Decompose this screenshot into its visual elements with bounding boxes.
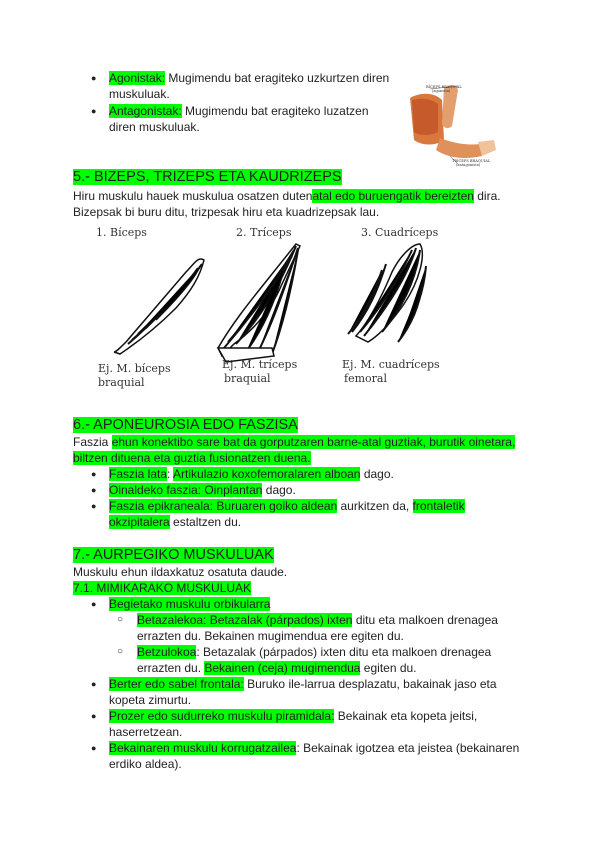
list-item: [73, 708, 553, 740]
highlighted-text: Oinplantan: [204, 483, 263, 497]
section-5-paragraph: [73, 188, 553, 220]
subsection-title-text: 7.1. MIMIKARAKO MUSKULUAK: [73, 581, 252, 595]
paragraph-text: Hiru muskulu hauek muskulua osatzen duten: [73, 189, 313, 203]
highlighted-text: ehun konektibo sare bat da gorputzaren barne-atal guztiak, burutik oinetara,: [111, 435, 516, 449]
definition-text: Mugimendu bat eragiteko luzatzen: [181, 104, 369, 118]
term-antagonist: Antagonistak:: [109, 104, 182, 118]
section-7-intro: Muskulu ehun ildaxkatuz osatuta daude.: [73, 565, 288, 579]
caption-quadriceps-2: femoral: [344, 372, 387, 385]
section-6-title: [73, 416, 298, 434]
definition-text: muskuluak.: [109, 87, 170, 101]
caption-triceps-1: Ej. M. tríceps: [222, 358, 298, 371]
text: haserretzean.: [109, 725, 183, 739]
highlighted-text: Artikulazio koxofemoralaren alboan: [173, 467, 361, 481]
arm-label: (agonista): [432, 89, 451, 93]
caption-biceps-1: Ej. M. bíceps: [98, 362, 171, 375]
list-item: [73, 103, 403, 135]
text: dago.: [360, 467, 394, 481]
quadriceps-drawing: [348, 244, 426, 342]
section-title-text: 5.- BIZEPS, TRIZEPS ETA KAUDRIZEPS: [73, 169, 342, 185]
arm-label: TRÍCEPS BRAQUIAL: [452, 159, 491, 163]
definition-text: Mugimendu bat eragiteko uzkurtzen diren: [165, 71, 390, 85]
text: Bekainak eta kopeta jeitsi,: [334, 709, 478, 723]
section-6-paragraph: [73, 434, 553, 466]
text: Buruko ile-larrua desplazatu, bakainak jaso eta: [243, 677, 497, 691]
paragraph-text: Bizepsak bi buru ditu, trizpesak hiru eta kuadrizepsak lau.: [73, 205, 380, 219]
arm-label: (antagonista): [456, 163, 481, 167]
text: kopeta zimurtu.: [109, 693, 192, 707]
highlighted-text: frontaletik: [412, 499, 465, 513]
text: :: [167, 467, 174, 481]
list-item: [73, 596, 553, 612]
term-text: Betzulokoa: [137, 645, 197, 659]
biceps-drawing: [114, 259, 204, 354]
text: errazten du.: [137, 661, 205, 675]
section-5-title: [73, 168, 342, 186]
muscle-types-illustration: [86, 224, 456, 394]
text: aurkitzen da,: [337, 499, 413, 513]
text: :: [197, 483, 205, 497]
highlighted-text: okzipitalera: [109, 515, 170, 529]
term-text: Berter edo sabel frontala:: [109, 677, 244, 691]
caption-biceps-2: braquial: [98, 376, 145, 389]
list-item: [73, 482, 553, 498]
arm-muscle-illustration: [400, 80, 500, 172]
term-agonist: Agonistak:: [109, 71, 166, 85]
highlighted-text: biltzen dituena eta guztia fusionatzen duena.: [73, 451, 311, 465]
muscle-roles-list: [73, 70, 403, 135]
figure-title-triceps: 2. Tríceps: [236, 226, 292, 239]
term-text: Bekainaren muskulu korrugatzailea: [109, 741, 297, 755]
text: : Betazalak (párpados) ixten ditu eta malkoen drenagea: [196, 645, 492, 659]
section-7-title: [73, 546, 274, 564]
text: estaltzen du.: [169, 515, 242, 529]
list-item: [73, 498, 553, 530]
term-text: Faszia epikraneala: [109, 499, 210, 513]
highlighted-text: Betazalak (párpados) ixten: [206, 613, 353, 627]
list-item: [73, 70, 403, 102]
list-item: [73, 466, 553, 482]
facial-muscles-list: [73, 596, 553, 772]
text: : Bekainak igotzea eta jeistea (bekainaren: [296, 741, 520, 755]
caption-quadriceps-1: Ej. M. cuadríceps: [342, 358, 440, 371]
text: egiten du.: [360, 661, 417, 675]
list-item: [73, 740, 553, 772]
text: errazten du. Bekainen mugimendua ere egiten du.: [137, 629, 404, 643]
paragraph-text: dira.: [473, 189, 501, 203]
term-text: Betazalekoa:: [137, 613, 207, 627]
definition-text: diren muskuluak.: [109, 120, 200, 134]
text: dago.: [262, 483, 296, 497]
highlighted-text: Buruaren goiko aldean: [216, 499, 338, 513]
highlighted-text: atal edo buruengatik bereizten: [312, 189, 474, 203]
arm-label: BÍCEPS BRAQUIAL: [426, 85, 462, 89]
section-title-text: 7.- AURPEGIKO MUSKULUAK: [73, 547, 274, 563]
triceps-drawing: [218, 244, 300, 362]
fascia-list: [73, 466, 553, 530]
term-text: Oinaldeko faszia: [109, 483, 198, 497]
highlighted-text: Bekainen (ceja) mugimendua: [204, 661, 361, 675]
list-item: [73, 676, 553, 708]
figure-title-quadriceps: 3. Cuadríceps: [361, 226, 439, 239]
text: ditu eta malkoen drenagea: [352, 613, 498, 627]
sub-list-item: [73, 644, 553, 676]
text: erdiko aldea).: [109, 757, 182, 771]
section-title-text: 6.- APONEUROSIA EDO FASZISA: [73, 417, 298, 433]
term-text: Prozer edo sudurreko muskulu piramidala:: [109, 709, 335, 723]
figure-title-biceps: 1. Bíceps: [96, 226, 147, 239]
caption-triceps-2: braquial: [224, 372, 271, 385]
term-text: Faszia lata: [109, 467, 168, 481]
sub-list-item: [73, 612, 553, 644]
term-text: Begietako muskulu orbikularra: [109, 597, 271, 611]
subsection-7-1-title: [73, 580, 251, 596]
text: :: [209, 499, 217, 513]
paragraph-text: Faszia: [73, 435, 112, 449]
